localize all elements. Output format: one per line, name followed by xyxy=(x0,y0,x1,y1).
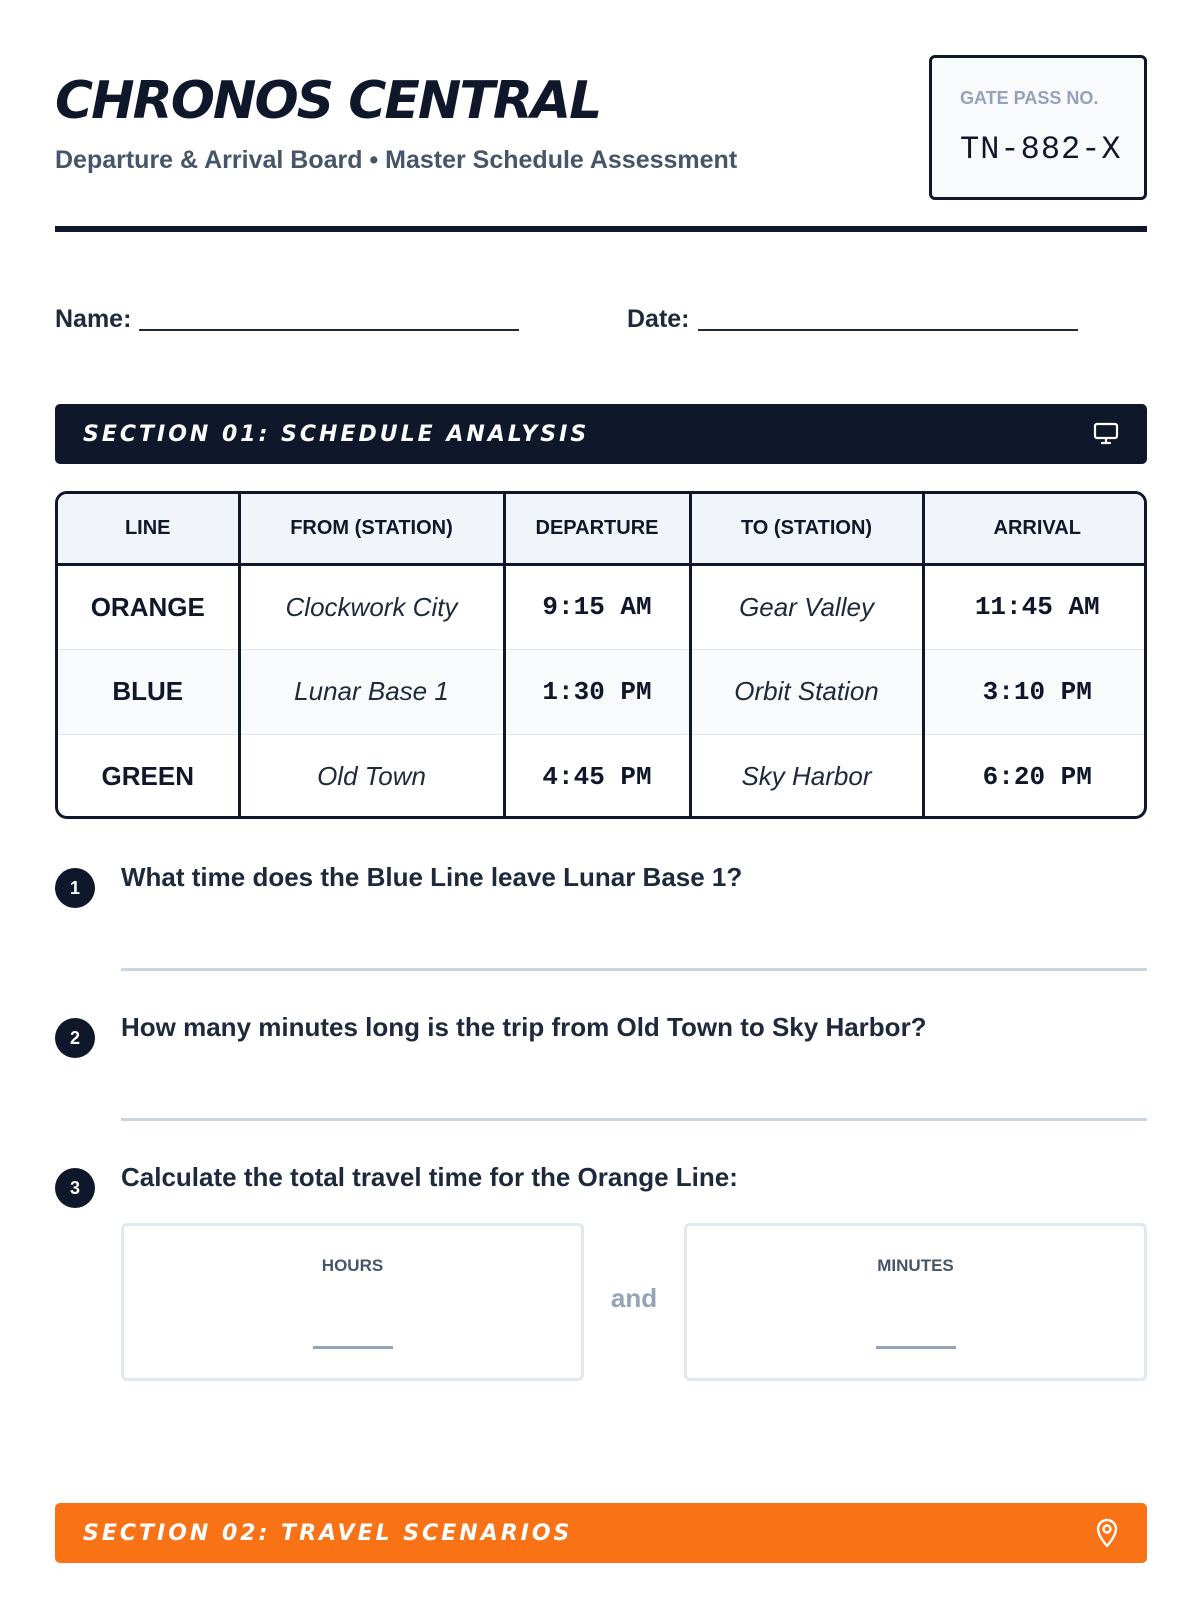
page-subtitle: Departure & Arrival Board • Master Schedule Assessment xyxy=(55,146,738,174)
hours-blank-line[interactable] xyxy=(313,1346,393,1349)
question-text: What time does the Blue Line leave Lunar Base 1? xyxy=(121,862,743,892)
answer-line[interactable] xyxy=(121,968,1147,971)
cell-arrival: 3:10 PM xyxy=(923,649,1147,734)
cell-from: Clockwork City xyxy=(239,564,504,649)
table-row xyxy=(58,734,1147,819)
question-number-badge: 3 xyxy=(55,1168,95,1208)
hours-answer-box[interactable] xyxy=(121,1223,584,1381)
minutes-answer-box[interactable] xyxy=(684,1223,1147,1381)
schedule-table xyxy=(55,491,1147,819)
hours-label: HOURS xyxy=(321,1256,384,1275)
cell-to: Gear Valley xyxy=(690,564,923,649)
section-01-title: SECTION 01: SCHEDULE ANALYSIS xyxy=(83,421,590,447)
question-number-badge: 1 xyxy=(55,868,95,908)
table-row xyxy=(58,564,1147,649)
name-blank-line[interactable] xyxy=(139,329,519,331)
question-number-badge: 2 xyxy=(55,1018,95,1058)
date-label: Date: xyxy=(627,305,690,333)
cell-from: Lunar Base 1 xyxy=(239,649,504,734)
map-pin-icon xyxy=(1095,1518,1119,1548)
question-text: How many minutes long is the trip from Old Town to Sky Harbor? xyxy=(121,1012,927,1042)
header-divider xyxy=(55,226,1147,232)
table-row xyxy=(58,649,1147,734)
column-header-line: LINE xyxy=(58,494,239,564)
date-blank-line[interactable] xyxy=(698,329,1078,331)
cell-departure: 4:45 PM xyxy=(504,734,690,819)
minutes-label: MINUTES xyxy=(877,1256,954,1275)
section-02-header xyxy=(55,1503,1147,1563)
monitor-icon xyxy=(1093,422,1119,446)
answer-line[interactable] xyxy=(121,1118,1147,1121)
section-02-title: SECTION 02: TRAVEL SCENARIOS xyxy=(83,1520,573,1546)
cell-arrival: 6:20 PM xyxy=(982,761,1092,792)
gate-pass-box xyxy=(929,55,1147,200)
cell-line: GREEN xyxy=(58,734,239,819)
worksheet-page xyxy=(55,0,1147,1600)
column-header-to: TO (STATION) xyxy=(690,494,923,564)
minutes-blank-line[interactable] xyxy=(876,1346,956,1349)
page-title: CHRONOS CENTRAL xyxy=(55,71,601,131)
name-field[interactable] xyxy=(55,305,519,334)
section-01-header xyxy=(55,404,1147,464)
cell-arrival: 11:45 AM xyxy=(923,564,1147,649)
header xyxy=(55,55,1147,235)
question-text: Calculate the total travel time for the Orange Line: xyxy=(121,1162,738,1192)
column-header-departure: DEPARTURE xyxy=(504,494,690,564)
cell-line: ORANGE xyxy=(58,564,239,649)
date-field[interactable] xyxy=(627,305,1078,334)
cell-departure: 9:15 AM xyxy=(504,564,690,649)
column-header-from: FROM (STATION) xyxy=(239,494,504,564)
gate-pass-number: TN-882-X xyxy=(960,131,1122,168)
and-connector: and xyxy=(610,1283,658,1313)
cell-from: Old Town xyxy=(239,734,504,819)
gate-pass-label: GATE PASS NO. xyxy=(960,88,1099,108)
cell-departure: 1:30 PM xyxy=(504,649,690,734)
name-label: Name: xyxy=(55,305,132,333)
cell-to: Orbit Station xyxy=(690,649,923,734)
column-header-arrival: ARRIVAL xyxy=(923,494,1147,564)
table-header-row xyxy=(58,494,1147,564)
cell-line: BLUE xyxy=(58,649,239,734)
cell-to: Sky Harbor xyxy=(690,734,923,819)
